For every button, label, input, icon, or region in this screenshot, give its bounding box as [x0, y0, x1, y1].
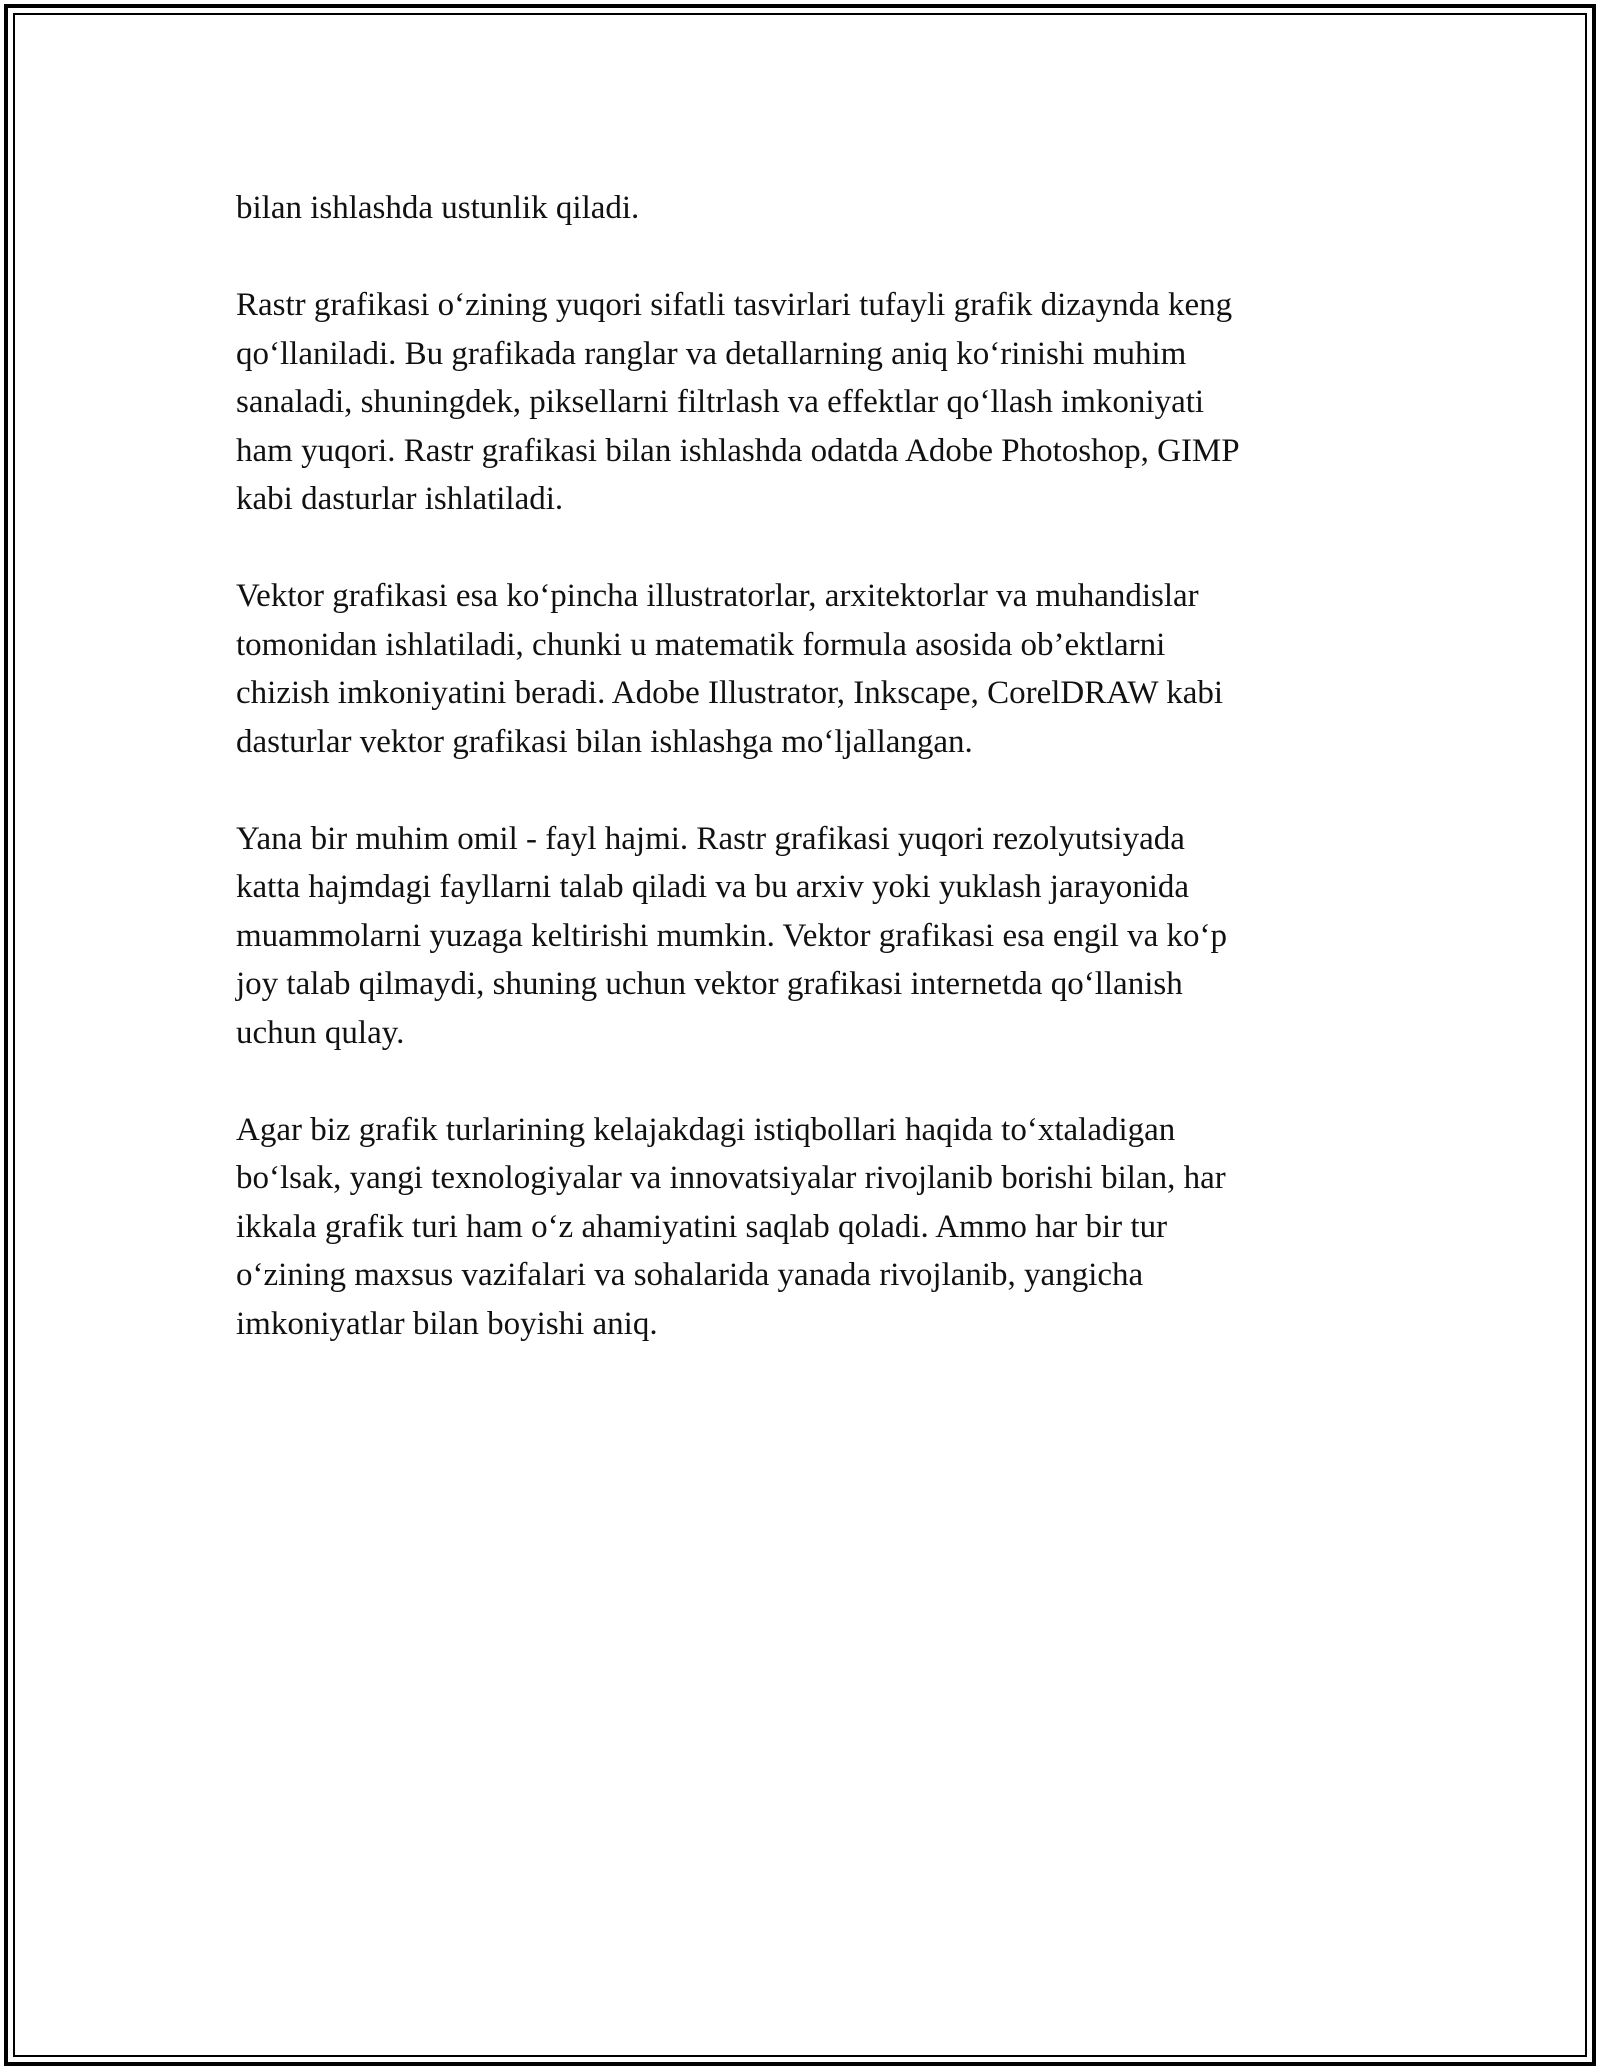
text-line: bilan ishlashda ustunlik qiladi.	[236, 190, 640, 226]
text-line: bo‘lsak, yangi texnologiyalar va innovatsiyalar rivojlanib borishi bilan, har	[236, 1160, 1226, 1196]
text-line: Agar biz grafik turlarining kelajakdagi istiqbollari haqida to‘xtaladigan	[236, 1111, 1176, 1148]
paragraph	[236, 281, 1376, 524]
text-line: chizish imkoniyatini beradi. Adobe Illustrator, Inkscape, CorelDRAW kabi	[236, 675, 1224, 711]
text-line: muammolarni yuzaga keltirishi mumkin. Vektor grafikasi esa engil va ko‘p	[236, 917, 1227, 954]
paragraph	[236, 184, 1376, 233]
text-line: joy talab qilmaydi, shuning uchun vektor grafikasi internetda qo‘llanish	[236, 966, 1183, 1002]
text-line: ikkala grafik turi ham o‘z ahamiyatini saqlab qoladi. Ammo har bir tur	[236, 1208, 1168, 1245]
document-body	[236, 184, 1376, 1397]
text-line: Yana bir muhim omil - fayl hajmi. Rastr grafikasi yuqori rezolyutsiyada	[236, 820, 1185, 857]
text-line: o‘zining maxsus vazifalari va sohalarida yanada rivojlanib, yangicha	[236, 1257, 1144, 1293]
paragraph	[236, 1106, 1376, 1349]
paragraph	[236, 815, 1376, 1058]
text-line: tomonidan ishlatiladi, chunki u matematik formula asosida ob’ektlarni	[236, 626, 1166, 663]
text-line: sanaladi, shuningdek, piksellarni filtrlash va effektlar qo‘llash imkoniyati	[236, 384, 1205, 420]
text-line: Vektor grafikasi esa ko‘pincha illustratorlar, arxitektorlar va muhandislar	[236, 578, 1199, 614]
text-line: uchun qulay.	[236, 1014, 405, 1051]
text-line: kabi dasturlar ishlatiladi.	[236, 481, 564, 517]
text-line: ham yuqori. Rastr grafikasi bilan ishlashda odatda Adobe Photoshop, GIMP	[236, 432, 1240, 469]
text-line: Rastr grafikasi o‘zining yuqori sifatli tasvirlari tufayli grafik dizaynda keng	[236, 287, 1233, 323]
text-line: imkoniyatlar bilan boyishi aniq.	[236, 1305, 658, 1342]
text-line: qo‘llaniladi. Bu grafikada ranglar va detallarning aniq ko‘rinishi muhim	[236, 335, 1187, 372]
text-line: dasturlar vektor grafikasi bilan ishlashga mo‘ljallangan.	[236, 723, 973, 760]
paragraph	[236, 572, 1376, 766]
text-line: katta hajmdagi fayllarni talab qiladi va bu arxiv yoki yuklash jarayonida	[236, 869, 1190, 905]
